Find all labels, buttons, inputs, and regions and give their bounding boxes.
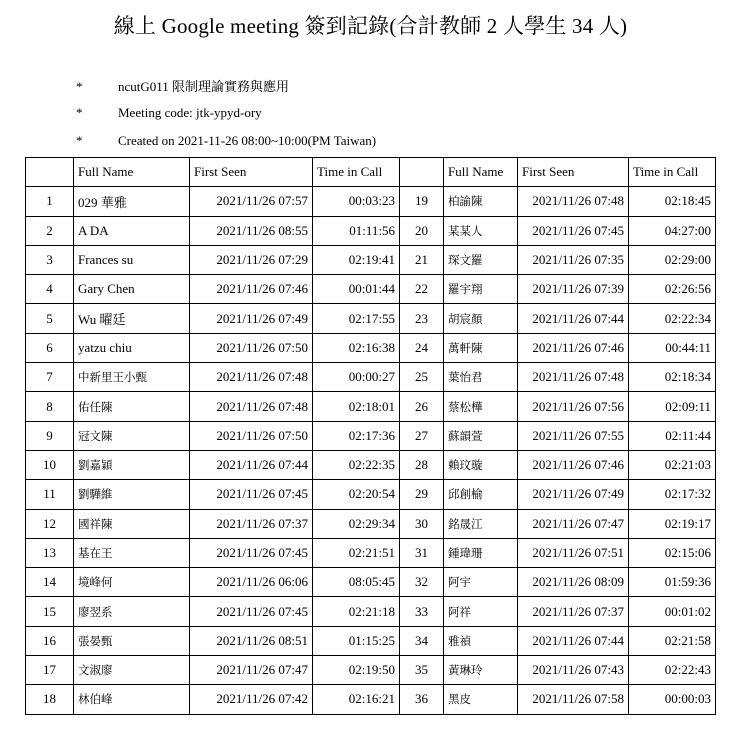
first-seen-cell: 2021/11/26 07:48 — [518, 363, 629, 392]
row-number: 33 — [400, 597, 444, 626]
row-number: 4 — [26, 275, 74, 304]
full-name-cell: 柏諭陳 — [444, 187, 518, 216]
time-in-call-cell: 02:22:34 — [629, 304, 716, 333]
time-in-call-cell: 02:16:21 — [313, 685, 400, 714]
row-number: 7 — [26, 363, 74, 392]
full-name-cell: 雅禎 — [444, 626, 518, 655]
page-title: 線上 Google meeting 簽到記錄(合計教師 2 人學生 34 人) — [113, 14, 628, 38]
first-seen-cell: 2021/11/26 07:37 — [190, 509, 313, 538]
first-seen-cell: 2021/11/26 07:29 — [190, 245, 313, 274]
first-seen-cell: 2021/11/26 07:47 — [190, 656, 313, 685]
full-name-cell: 琛文羅 — [444, 245, 518, 274]
first-seen-cell: 2021/11/26 07:48 — [190, 363, 313, 392]
first-seen-cell: 2021/11/26 07:48 — [518, 187, 629, 216]
row-number: 28 — [400, 450, 444, 479]
time-in-call-cell: 02:18:34 — [629, 363, 716, 392]
time-in-call-cell: 02:09:11 — [629, 392, 716, 421]
first-seen-cell: 2021/11/26 07:57 — [190, 187, 313, 216]
full-name-cell: 銘晟江 — [444, 509, 518, 538]
row-number: 32 — [400, 568, 444, 597]
first-seen-cell: 2021/11/26 07:51 — [518, 538, 629, 567]
row-number: 10 — [26, 450, 74, 479]
first-seen-cell: 2021/11/26 07:45 — [190, 538, 313, 567]
time-in-call-cell: 02:17:55 — [313, 304, 400, 333]
col-header-no-right — [400, 158, 444, 187]
col-header-full-name-right: Full Name — [444, 158, 518, 187]
row-number: 36 — [400, 685, 444, 714]
table-row — [26, 187, 716, 216]
time-in-call-cell: 02:20:54 — [313, 480, 400, 509]
meta-course-text: ncutG011 限制理論實務與應用 — [118, 79, 290, 94]
full-name-cell: 林伯峰 — [74, 685, 190, 714]
meta-meeting-code-text: Meeting code: jtk-ypyd-ory — [118, 105, 262, 120]
table-row — [26, 509, 716, 538]
first-seen-cell: 2021/11/26 07:46 — [518, 450, 629, 479]
table-row — [26, 245, 716, 274]
full-name-cell: 劉驊維 — [74, 480, 190, 509]
table-row — [26, 275, 716, 304]
row-number: 24 — [400, 333, 444, 362]
time-in-call-cell: 00:00:27 — [313, 363, 400, 392]
row-number: 34 — [400, 626, 444, 655]
first-seen-cell: 2021/11/26 07:50 — [190, 421, 313, 450]
full-name-cell: 阿祥 — [444, 597, 518, 626]
time-in-call-cell: 02:16:38 — [313, 333, 400, 362]
bullet: * — [76, 105, 83, 120]
full-name-cell: 鍾瑋珊 — [444, 538, 518, 567]
table-row — [26, 568, 716, 597]
row-number: 35 — [400, 656, 444, 685]
full-name-cell: 胡宸顏 — [444, 304, 518, 333]
table-row — [26, 421, 716, 450]
full-name-cell: 劉嘉穎 — [74, 450, 190, 479]
row-number: 30 — [400, 509, 444, 538]
time-in-call-cell: 01:11:56 — [313, 216, 400, 245]
col-header-time-in-call-right: Time in Call — [629, 158, 716, 187]
row-number: 11 — [26, 480, 74, 509]
table-row — [26, 333, 716, 362]
first-seen-cell: 2021/11/26 08:55 — [190, 216, 313, 245]
row-number: 31 — [400, 538, 444, 567]
time-in-call-cell: 00:44:11 — [629, 333, 716, 362]
row-number: 15 — [26, 597, 74, 626]
table-row — [26, 538, 716, 567]
first-seen-cell: 2021/11/26 07:39 — [518, 275, 629, 304]
full-name-cell: Frances su — [74, 245, 190, 274]
time-in-call-cell: 04:27:00 — [629, 216, 716, 245]
row-number: 25 — [400, 363, 444, 392]
col-header-first-seen-left: First Seen — [190, 158, 313, 187]
bullet: * — [76, 133, 83, 148]
time-in-call-cell: 01:59:36 — [629, 568, 716, 597]
first-seen-cell: 2021/11/26 07:49 — [518, 480, 629, 509]
time-in-call-cell: 02:11:44 — [629, 421, 716, 450]
first-seen-cell: 2021/11/26 08:51 — [190, 626, 313, 655]
time-in-call-cell: 00:01:44 — [313, 275, 400, 304]
time-in-call-cell: 02:22:43 — [629, 656, 716, 685]
first-seen-cell: 2021/11/26 07:45 — [518, 216, 629, 245]
time-in-call-cell: 02:21:51 — [313, 538, 400, 567]
first-seen-cell: 2021/11/26 06:06 — [190, 568, 313, 597]
row-number: 14 — [26, 568, 74, 597]
full-name-cell: 基在王 — [74, 538, 190, 567]
full-name-cell: 蔡松樺 — [444, 392, 518, 421]
full-name-cell: 張晏甄 — [74, 626, 190, 655]
row-number: 17 — [26, 656, 74, 685]
col-header-full-name-left: Full Name — [74, 158, 190, 187]
meta-course — [76, 76, 289, 95]
full-name-cell: A DA — [74, 216, 190, 245]
table-row — [26, 216, 716, 245]
first-seen-cell: 2021/11/26 07:46 — [518, 333, 629, 362]
table-row — [26, 656, 716, 685]
row-number: 3 — [26, 245, 74, 274]
row-number: 23 — [400, 304, 444, 333]
time-in-call-cell: 02:18:01 — [313, 392, 400, 421]
time-in-call-cell: 02:15:06 — [629, 538, 716, 567]
time-in-call-cell: 08:05:45 — [313, 568, 400, 597]
row-number: 20 — [400, 216, 444, 245]
table-row — [26, 597, 716, 626]
time-in-call-cell: 02:18:45 — [629, 187, 716, 216]
row-number: 22 — [400, 275, 444, 304]
first-seen-cell: 2021/11/26 07:43 — [518, 656, 629, 685]
full-name-cell: 蘇韻萱 — [444, 421, 518, 450]
table-row — [26, 626, 716, 655]
meta-created-on — [76, 133, 376, 149]
col-header-no-left — [26, 158, 74, 187]
row-number: 21 — [400, 245, 444, 274]
full-name-cell: Wu 曜廷 — [74, 304, 190, 333]
col-header-first-seen-right: First Seen — [518, 158, 629, 187]
row-number: 1 — [26, 187, 74, 216]
row-number: 26 — [400, 392, 444, 421]
full-name-cell: 冠文陳 — [74, 421, 190, 450]
time-in-call-cell: 02:21:03 — [629, 450, 716, 479]
meta-meeting-code — [76, 105, 262, 121]
full-name-cell: 黑皮 — [444, 685, 518, 714]
first-seen-cell: 2021/11/26 08:09 — [518, 568, 629, 597]
time-in-call-cell: 02:17:36 — [313, 421, 400, 450]
first-seen-cell: 2021/11/26 07:44 — [518, 304, 629, 333]
full-name-cell: 賴玟璇 — [444, 450, 518, 479]
first-seen-cell: 2021/11/26 07:44 — [190, 450, 313, 479]
time-in-call-cell: 02:21:58 — [629, 626, 716, 655]
meta-created-on-text: Created on 2021-11-26 08:00~10:00(PM Taiwan) — [118, 133, 377, 148]
col-header-time-in-call-left: Time in Call — [313, 158, 400, 187]
first-seen-cell: 2021/11/26 07:50 — [190, 333, 313, 362]
first-seen-cell: 2021/11/26 07:45 — [190, 480, 313, 509]
row-number: 8 — [26, 392, 74, 421]
full-name-cell: 阿宇 — [444, 568, 518, 597]
full-name-cell: 黃琳玲 — [444, 656, 518, 685]
time-in-call-cell: 02:26:56 — [629, 275, 716, 304]
first-seen-cell: 2021/11/26 07:42 — [190, 685, 313, 714]
full-name-cell: 某某人 — [444, 216, 518, 245]
first-seen-cell: 2021/11/26 07:58 — [518, 685, 629, 714]
row-number: 9 — [26, 421, 74, 450]
row-number: 19 — [400, 187, 444, 216]
first-seen-cell: 2021/11/26 07:55 — [518, 421, 629, 450]
table-header-row — [26, 158, 716, 187]
first-seen-cell: 2021/11/26 07:49 — [190, 304, 313, 333]
first-seen-cell: 2021/11/26 07:47 — [518, 509, 629, 538]
time-in-call-cell: 00:03:23 — [313, 187, 400, 216]
table-row — [26, 685, 716, 714]
full-name-cell: 葉怡君 — [444, 363, 518, 392]
table-row — [26, 304, 716, 333]
time-in-call-cell: 01:15:25 — [313, 626, 400, 655]
time-in-call-cell: 00:01:02 — [629, 597, 716, 626]
time-in-call-cell: 02:19:41 — [313, 245, 400, 274]
row-number: 5 — [26, 304, 74, 333]
row-number: 27 — [400, 421, 444, 450]
row-number: 12 — [26, 509, 74, 538]
full-name-cell: yatzu chiu — [74, 333, 190, 362]
time-in-call-cell: 02:29:34 — [313, 509, 400, 538]
full-name-cell: 邱創榆 — [444, 480, 518, 509]
full-name-cell: Gary Chen — [74, 275, 190, 304]
table-row — [26, 392, 716, 421]
full-name-cell: 029 華雅 — [74, 187, 190, 216]
table-row — [26, 480, 716, 509]
row-number: 18 — [26, 685, 74, 714]
table-row — [26, 450, 716, 479]
full-name-cell: 佑任陳 — [74, 392, 190, 421]
full-name-cell: 廖翌系 — [74, 597, 190, 626]
full-name-cell: 中新里王小甄 — [74, 363, 190, 392]
time-in-call-cell: 02:21:18 — [313, 597, 400, 626]
bullet: * — [76, 79, 83, 94]
attendance-table — [25, 157, 716, 715]
first-seen-cell: 2021/11/26 07:37 — [518, 597, 629, 626]
full-name-cell: 萬軒陳 — [444, 333, 518, 362]
first-seen-cell: 2021/11/26 07:45 — [190, 597, 313, 626]
full-name-cell: 國祥陳 — [74, 509, 190, 538]
first-seen-cell: 2021/11/26 07:35 — [518, 245, 629, 274]
first-seen-cell: 2021/11/26 07:48 — [190, 392, 313, 421]
row-number: 13 — [26, 538, 74, 567]
time-in-call-cell: 02:22:35 — [313, 450, 400, 479]
first-seen-cell: 2021/11/26 07:46 — [190, 275, 313, 304]
table-row — [26, 363, 716, 392]
row-number: 6 — [26, 333, 74, 362]
row-number: 16 — [26, 626, 74, 655]
time-in-call-cell: 02:17:32 — [629, 480, 716, 509]
full-name-cell: 境峰何 — [74, 568, 190, 597]
row-number: 29 — [400, 480, 444, 509]
full-name-cell: 文淑廖 — [74, 656, 190, 685]
row-number: 2 — [26, 216, 74, 245]
first-seen-cell: 2021/11/26 07:56 — [518, 392, 629, 421]
full-name-cell: 羅宇翔 — [444, 275, 518, 304]
time-in-call-cell: 02:19:17 — [629, 509, 716, 538]
first-seen-cell: 2021/11/26 07:44 — [518, 626, 629, 655]
time-in-call-cell: 02:29:00 — [629, 245, 716, 274]
time-in-call-cell: 00:00:03 — [629, 685, 716, 714]
time-in-call-cell: 02:19:50 — [313, 656, 400, 685]
